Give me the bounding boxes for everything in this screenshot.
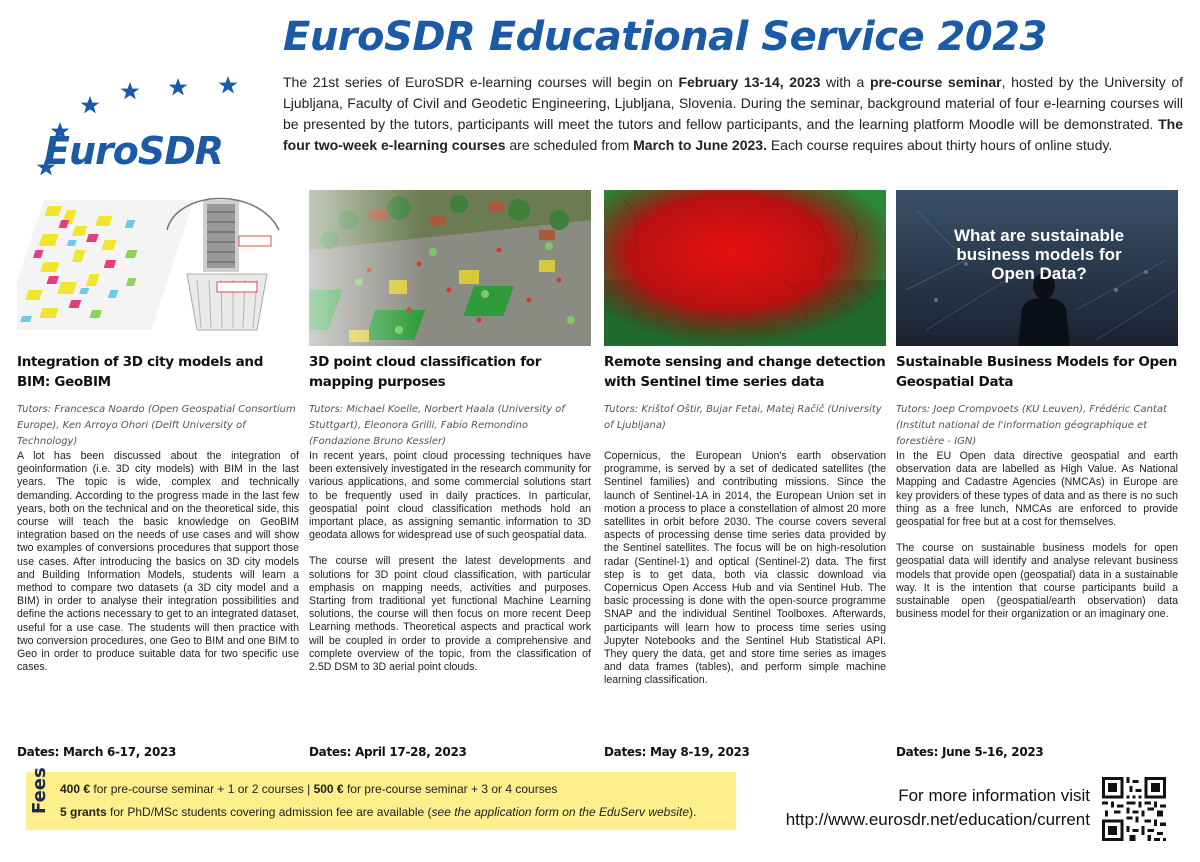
course-tutors: Tutors: Francesca Noardo (Open Geospatial Consortium Europe), Ken Arroyo Ohori (Delft University of Technology) [17, 404, 296, 447]
course-tutors: Tutors: Michael Koelle, Norbert Haala (University of Stuttgart), Eleonora Grilli, Fabio Remondino (Fondazione Bruno Kessler) [309, 404, 565, 447]
point-cloud-image [309, 190, 591, 346]
course-title: Remote sensing and change detection with Sentinel time series data [604, 354, 886, 390]
fees-line-prices: 400 € for pre-course seminar + 1 or 2 courses | 500 € for pre-course seminar + 3 or 4 courses [60, 782, 558, 796]
course-description: In recent years, point cloud processing techniques have been extensively investigated in the research community for various applications, and some commercial solutions start to be frequently used in daily practices. In particular, geospatial point cloud classification methods hold an important place, as assigning semantic information to 3D geodata allows for widespread use of such geospatial data. The course will present the latest developments and solutions for 3D point cloud classification, with particular emphasis on mapping needs, activities and purposes. Starting from traditional yet functional Machine Learning solutions, the course will then focus on more recent Deep Learning methods. Theoretical aspects and practical work will be coupled in order to provide a comprehensive and complete overview of the topic, from the classification of 2.5D DSM to 3D aerial point clouds. [309, 450, 591, 674]
fees-label: Fees [29, 767, 50, 814]
course-description: A lot has been discussed about the integration of geoinformation (i.e. 3D city models) with BIM in the last years. The topic is wide, complex and technically demanding. According to the progress made in the last few years, both on the technical and on the theoretical side, this course will teach the basic knowledge on GeoBIM integration based on the needs of use cases and will show two examples of conversions procedures that support those use cases. After introducing the basics on 3D city models and Building Information Models, students will learn a method to compare two datasets (a 3D city model and a BIM) in order to analyse their integration possibilities and define the actions necessary to get to an integrated dataset, useful for a use case. The students will then practice with two conversion procedures, one Geo to BIM and one BIM to Geo in order to produce suitable data for two specific use cases. [17, 450, 299, 674]
course-dates: Dates: April 17-28, 2023 [309, 745, 467, 759]
course-title: Integration of 3D city models and BIM: GeoBIM [17, 354, 264, 390]
course-tutors: Tutors: Joep Crompvoets (KU Leuven), Frédéric Cantat (Institut national de l'information géographique et forestière - IGN) [896, 404, 1167, 447]
page-title: EuroSDR Educational Service 2023 [283, 14, 1047, 60]
business-image-caption: What are sustainable business models for Open Data? [953, 226, 1125, 283]
course-title: 3D point cloud classification for mapping purposes [309, 354, 542, 390]
course-description: In the EU Open data directive geospatial and earth observation data are labelled as High Value. As National Mapping and Cadastre Agencies (NMCAs) in Europe are key providers of these types of data and as there is no such thing as a free lunch, NMCAs are enforced to provide geospatial for free but at a cost for themselves. The course on sustainable business models for open geospatial data will identify and analyse relevant business models that provide open (geospatial) data in a sustainable way. It is the intention that course participants build a sustainable open (geospatial/earth observation) data business model for their organization or an imaginary one. [896, 450, 1178, 621]
fees-box [26, 767, 736, 830]
course-description: Copernicus, the European Union's earth observation programme, is served by a set of dedicated satellites (the Sentinel families) and contributing missions. Since the launch of Sentinel-1A in 2014, the European Union set in motion a process to place a constellation of almost 20 more satellites in orbit before 2030. The course covers several aspects of processing dense time series data provided by the Sentinel satellites. The focus will be on high-resolution radar (Sentinel-1) and optical (Sentinel-2) data. The first step is to get data, both via classic download via Copernicus Open Access Hub and via Sentinel Hub. The basic processing is done with the open-source programme SNAP and the individual Sentinel Toolboxes. Afterwards, participants will learn how to process time series using Jupyter Notebooks and the Sentinel Hub Statistical API. They query the data, get and store time series as images and data frames (tables), and perform simple machine learning classification. [604, 450, 886, 687]
intro-paragraph: The 21st series of EuroSDR e-learning courses will begin on February 13-14, 2023 with a pre-course seminar, hosted by the University of Ljubljana, Faculty of Civil and Geodetic Engineering, Ljubljana, Slovenia. During the seminar, background material of four e-learning courses will be presented by the tutors, participants will meet the tutors and fellow participants, and the learning platform Moodle will be demonstrated. The four two-week e-learning courses are scheduled from March to June 2023. Each course requires about thirty hours of online study. [283, 74, 1183, 153]
education-link[interactable]: http://www.eurosdr.net/education/current [785, 810, 1090, 829]
fees-line-grants: 5 grants for PhD/MSc students covering admission fee are available (see the application form on the EduServ website). [60, 805, 697, 819]
qr-code-icon[interactable] [1102, 777, 1166, 841]
business-models-image [896, 190, 1178, 346]
course-dates: Dates: March 6-17, 2023 [17, 745, 177, 759]
sentinel-image [604, 190, 886, 346]
more-info-text: For more information visit [898, 786, 1090, 805]
course-dates: Dates: June 5-16, 2023 [896, 745, 1044, 759]
logo-text: EuroSDR [44, 129, 224, 173]
course-title: Sustainable Business Models for Open Geospatial Data [896, 354, 1178, 390]
geobim-image [17, 190, 299, 346]
course-dates: Dates: May 8-19, 2023 [604, 745, 750, 759]
course-tutors: Tutors: Krištof Oštir, Bujar Fetai, Matej Račič (University of Ljubljana) [604, 404, 882, 431]
